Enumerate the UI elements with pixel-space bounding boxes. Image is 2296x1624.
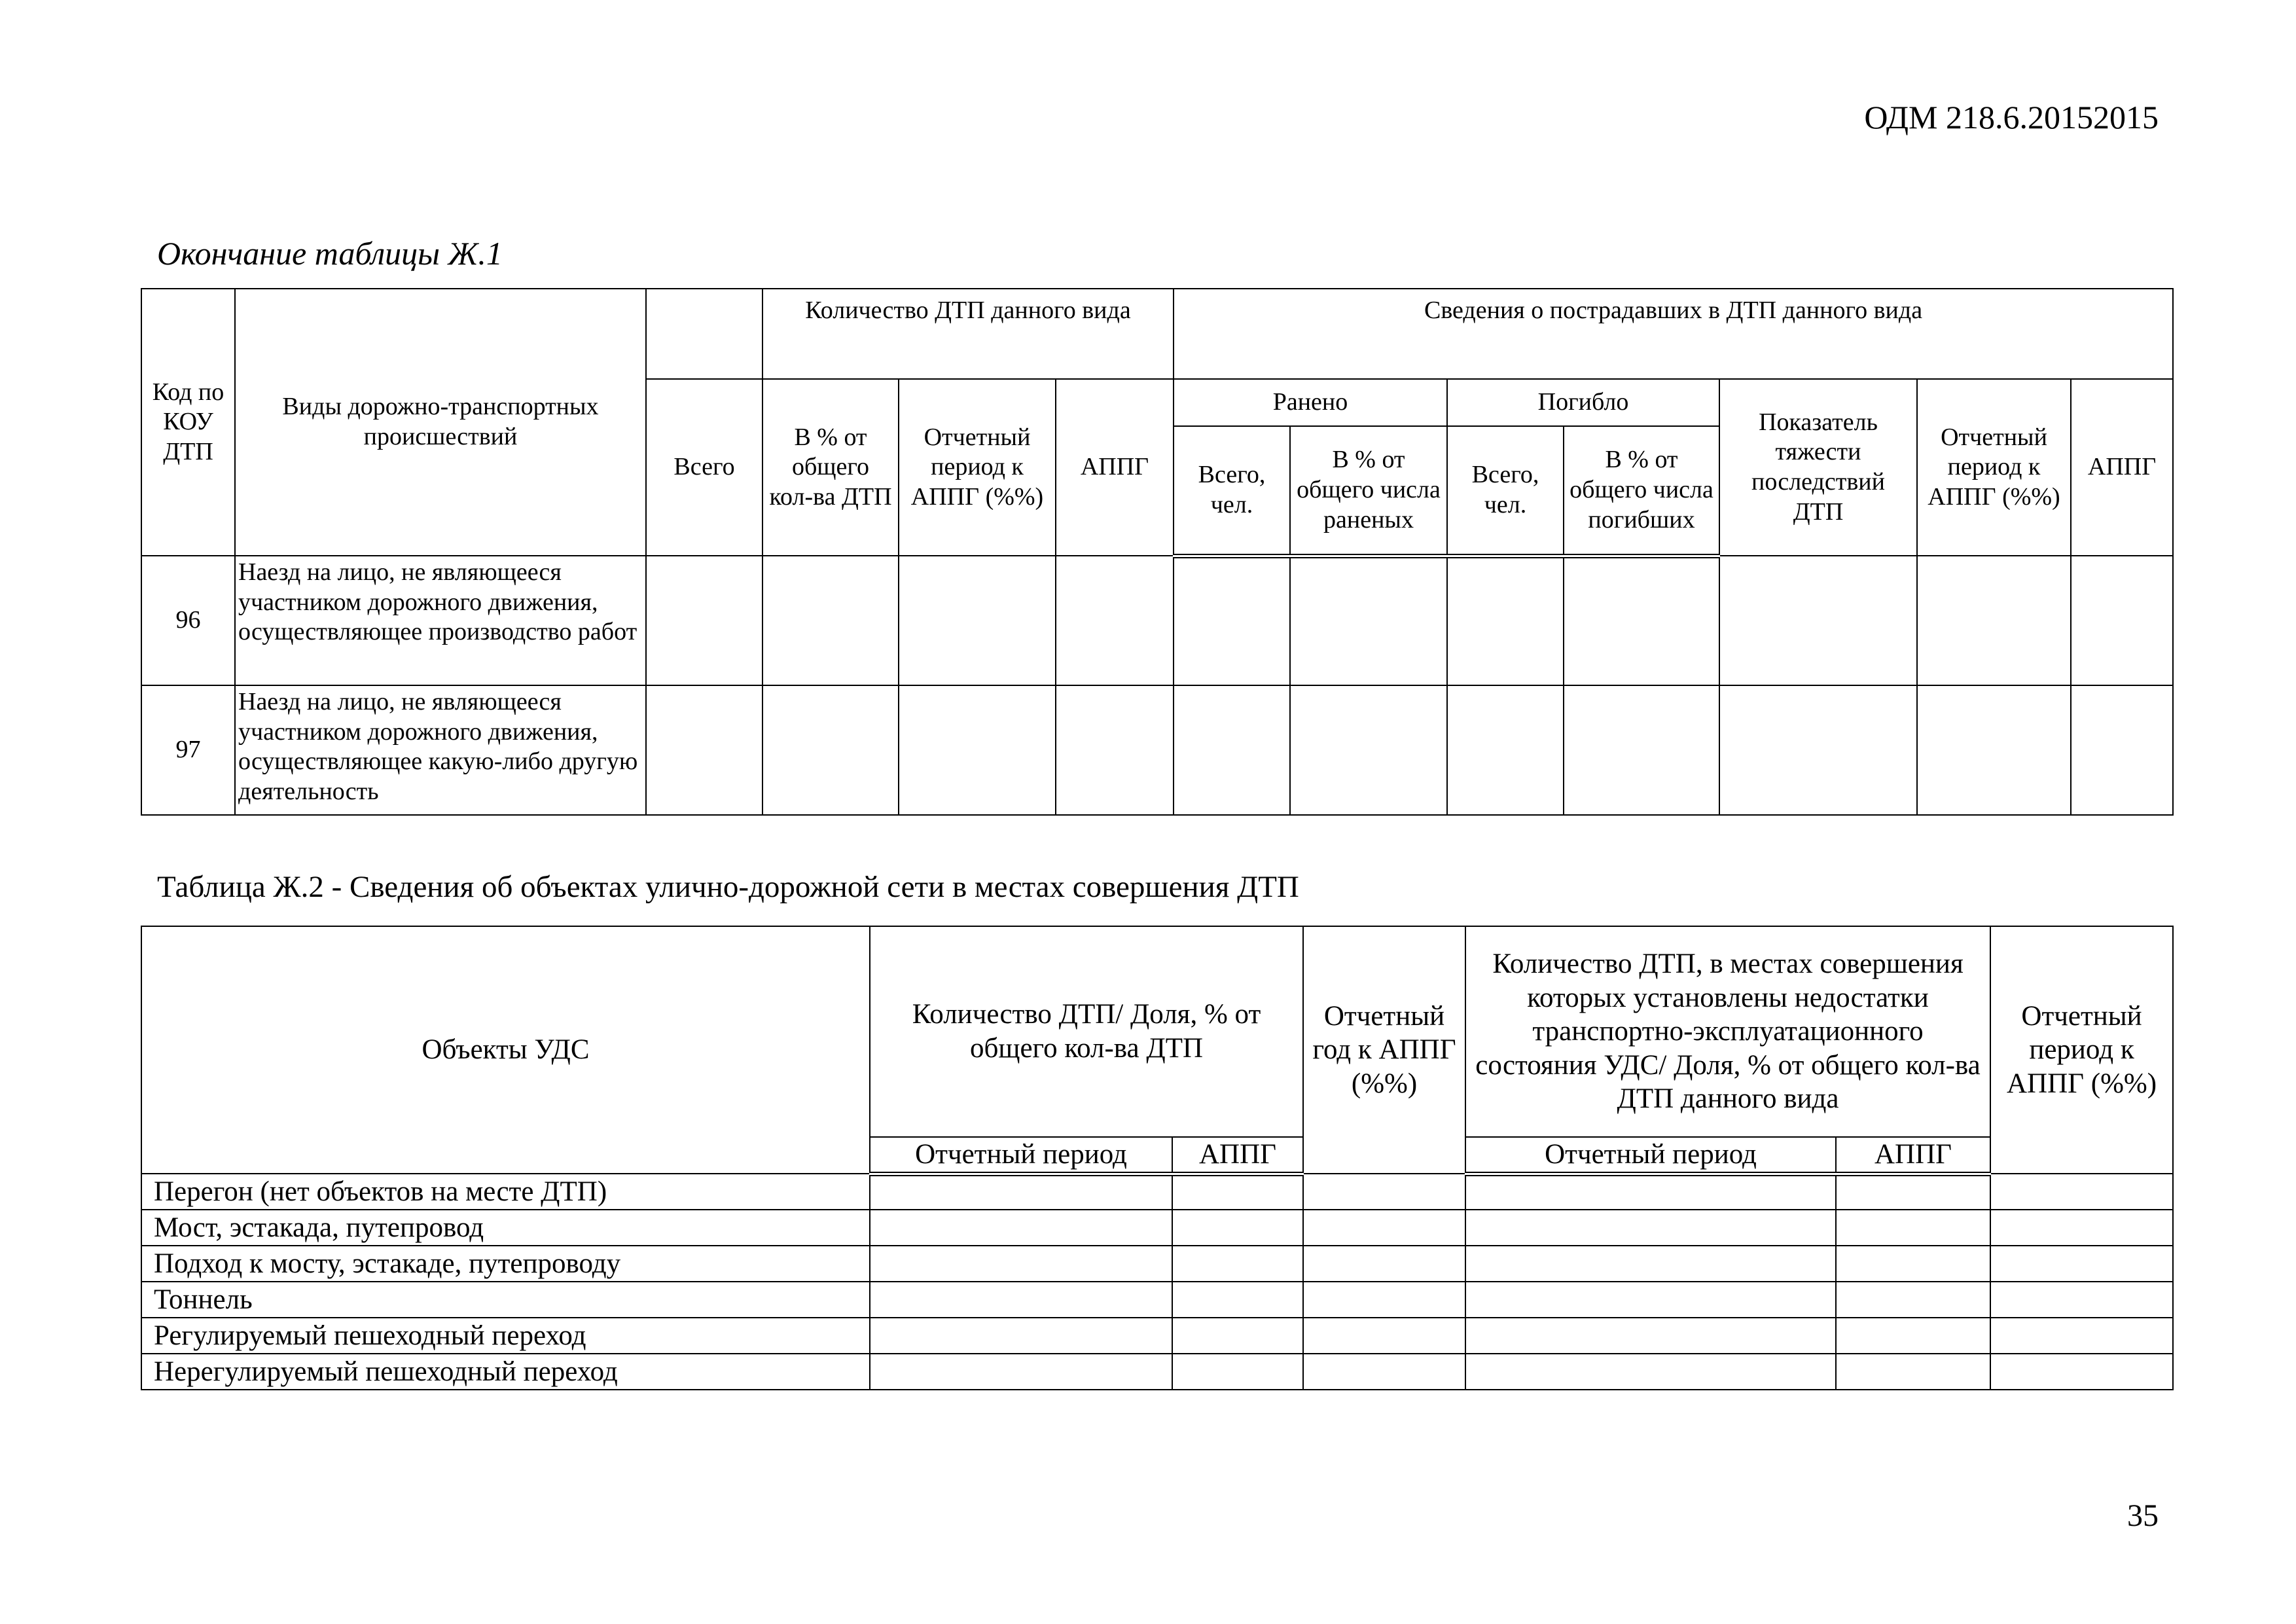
row-code: 97 xyxy=(141,685,235,815)
header-killed-pct: В % от общего числа погибших xyxy=(1564,426,1719,556)
header-injured-pct: В % от общего числа раненых xyxy=(1290,426,1447,556)
cell xyxy=(1303,1354,1465,1390)
cell xyxy=(1056,556,1174,685)
cell xyxy=(870,1246,1172,1282)
cell xyxy=(1172,1354,1303,1390)
header-severity: Показатель тяжести последствий ДТП xyxy=(1719,379,1917,556)
cell xyxy=(1303,1282,1465,1318)
cell xyxy=(1836,1318,1990,1354)
cell xyxy=(1836,1174,1990,1210)
header-victims-group: Сведения о пострадавших в ДТП данного вида xyxy=(1174,289,2173,379)
cell xyxy=(1836,1354,1990,1390)
cell xyxy=(899,685,1056,815)
document-code: ОДМ 218.6.20152015 xyxy=(1864,99,2159,135)
header-victims-period-to-appg: Отчетный период к АППГ (%%) xyxy=(1917,379,2071,556)
cell xyxy=(1290,685,1447,815)
cell xyxy=(1564,685,1719,815)
table-row xyxy=(141,1246,2173,1282)
cell xyxy=(1056,685,1174,815)
cell xyxy=(1465,1318,1836,1354)
table2-caption: Таблица Ж.2 - Сведения об объектах улично-дорожной сети в местах совершения ДТП xyxy=(157,870,1299,904)
row-name: Регулируемый пешеходный переход xyxy=(141,1318,870,1354)
table-row xyxy=(141,685,2173,815)
row-code: 96 xyxy=(141,556,235,685)
table1-caption: Окончание таблицы Ж.1 xyxy=(157,235,503,272)
header-victims-appg: АППГ xyxy=(2071,379,2173,556)
header-period-to-appg: Отчетный период к АППГ (%%) xyxy=(899,379,1056,556)
cell xyxy=(1990,1318,2173,1354)
cell xyxy=(1836,1282,1990,1318)
page-number: 35 xyxy=(2127,1498,2159,1533)
cell xyxy=(1290,556,1447,685)
cell xyxy=(646,685,762,815)
cell xyxy=(1174,556,1290,685)
cell xyxy=(1990,1354,2173,1390)
header-period-to-appg: Отчетный период к АППГ (%%) xyxy=(1990,926,2173,1174)
table-row xyxy=(141,1318,2173,1354)
cell xyxy=(1172,1174,1303,1210)
header-code: Код по КОУ ДТП xyxy=(141,289,235,556)
header-count-group: Количество ДТП данного вида xyxy=(762,289,1174,379)
cell xyxy=(1447,685,1564,815)
cell xyxy=(2071,556,2173,685)
table-zh1 xyxy=(141,288,2174,816)
cell xyxy=(1172,1282,1303,1318)
cell xyxy=(1917,556,2071,685)
cell xyxy=(870,1354,1172,1390)
cell xyxy=(1172,1210,1303,1246)
cell xyxy=(1303,1246,1465,1282)
cell xyxy=(646,556,762,685)
cell xyxy=(870,1174,1172,1210)
header-count-deficiencies: Количество ДТП, в местах совершения которых установлены недостатки транспортно-эксплуатационного состояния УДС/ Доля, % от общего кол-ва ДТП данного вида xyxy=(1465,926,1990,1137)
header-appg: АППГ xyxy=(1172,1137,1303,1174)
cell xyxy=(1465,1174,1836,1210)
cell xyxy=(870,1318,1172,1354)
header-appg: АППГ xyxy=(1056,379,1174,556)
cell xyxy=(762,685,899,815)
cell xyxy=(899,556,1056,685)
cell xyxy=(1465,1282,1836,1318)
header-year-to-appg: Отчетный год к АППГ (%%) xyxy=(1303,926,1465,1174)
cell xyxy=(1447,556,1564,685)
header-killed-total: Всего, чел. xyxy=(1447,426,1564,556)
cell xyxy=(1174,685,1290,815)
header-reporting-period-2: Отчетный период xyxy=(1465,1137,1836,1174)
row-name: Наезд на лицо, не являющееся участником дорожного движения, осуществляющее какую-либо другую деятельность xyxy=(235,685,646,815)
table-row xyxy=(141,1354,2173,1390)
cell xyxy=(1719,556,1917,685)
row-name: Мост, эстакада, путепровод xyxy=(141,1210,870,1246)
cell xyxy=(2071,685,2173,815)
header-total: Всего xyxy=(646,379,762,556)
table-row xyxy=(141,1282,2173,1318)
cell xyxy=(1172,1318,1303,1354)
cell xyxy=(1303,1174,1465,1210)
cell xyxy=(1990,1210,2173,1246)
cell xyxy=(1990,1174,2173,1210)
row-name: Подход к мосту, эстакаде, путепроводу xyxy=(141,1246,870,1282)
cell xyxy=(762,556,899,685)
cell xyxy=(1465,1246,1836,1282)
table-zh2 xyxy=(141,926,2174,1390)
cell xyxy=(1836,1246,1990,1282)
cell xyxy=(1917,685,2071,815)
header-pct-total: В % от общего кол-ва ДТП xyxy=(762,379,899,556)
header-count-share: Количество ДТП/ Доля, % от общего кол-ва ДТП xyxy=(870,926,1303,1137)
header-injured: Ранено xyxy=(1174,379,1447,426)
row-name: Перегон (нет объектов на месте ДТП) xyxy=(141,1174,870,1210)
cell xyxy=(1465,1354,1836,1390)
header-objects: Объекты УДС xyxy=(141,926,870,1174)
cell xyxy=(1564,556,1719,685)
cell xyxy=(1990,1246,2173,1282)
header-accident-type: Виды дорожно-транспортных происшествий xyxy=(235,289,646,556)
row-name: Тоннель xyxy=(141,1282,870,1318)
cell xyxy=(1303,1318,1465,1354)
header-killed: Погибло xyxy=(1447,379,1719,426)
cell xyxy=(1836,1210,1990,1246)
cell xyxy=(870,1282,1172,1318)
header-empty xyxy=(646,289,762,379)
header-reporting-period: Отчетный период xyxy=(870,1137,1172,1174)
cell xyxy=(1990,1282,2173,1318)
cell xyxy=(1719,685,1917,815)
table-row xyxy=(141,1210,2173,1246)
cell xyxy=(1303,1210,1465,1246)
row-name: Наезд на лицо, не являющееся участником дорожного движения, осуществляющее производство работ xyxy=(235,556,646,685)
table-row xyxy=(141,1174,2173,1210)
table-row xyxy=(141,556,2173,685)
cell xyxy=(1172,1246,1303,1282)
cell xyxy=(870,1210,1172,1246)
header-appg-2: АППГ xyxy=(1836,1137,1990,1174)
header-injured-total: Всего, чел. xyxy=(1174,426,1290,556)
row-name: Нерегулируемый пешеходный переход xyxy=(141,1354,870,1390)
cell xyxy=(1465,1210,1836,1246)
